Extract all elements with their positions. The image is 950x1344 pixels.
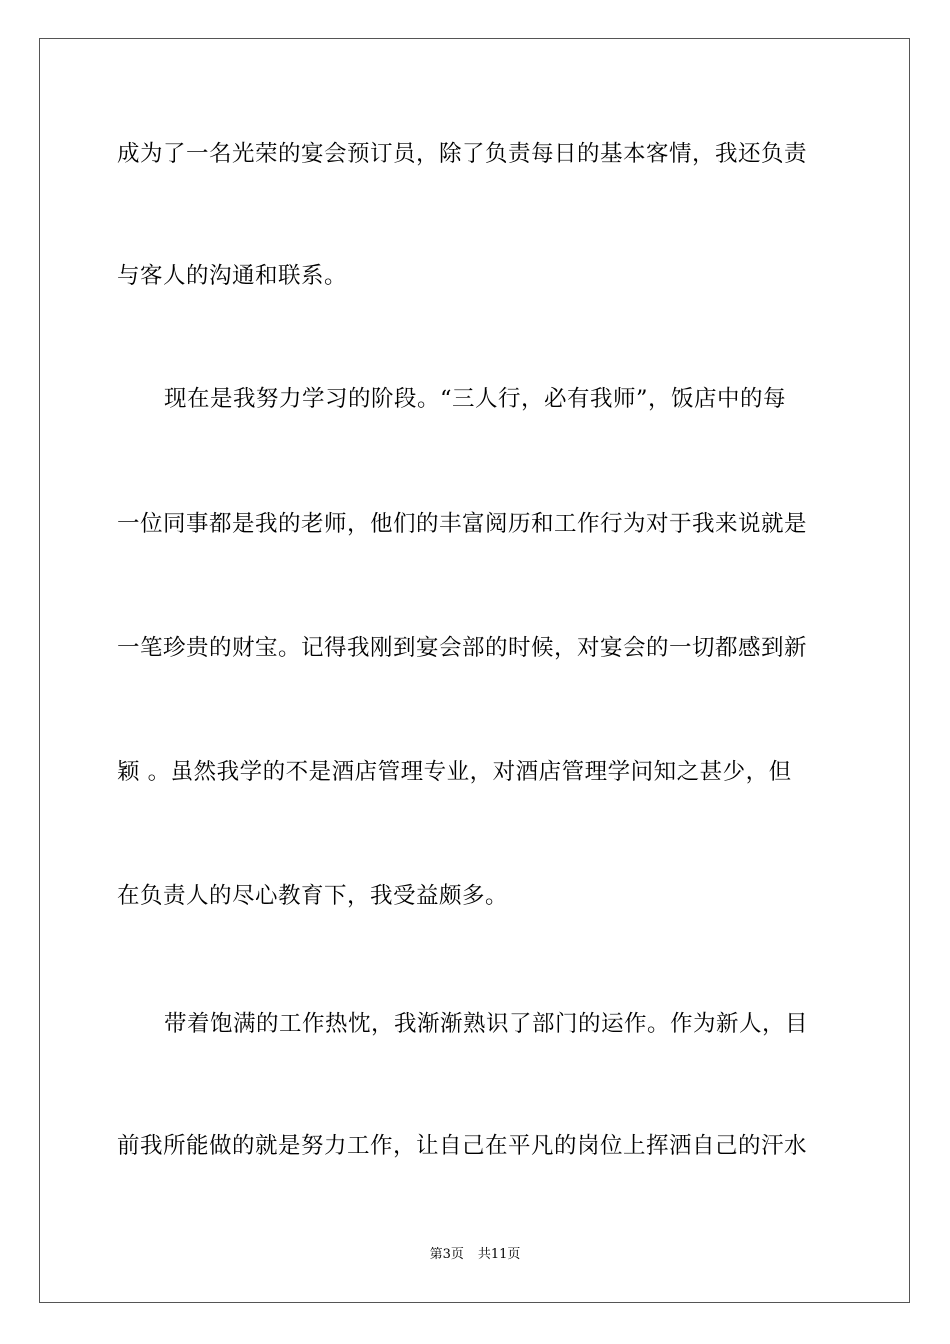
- page-border: [39, 38, 910, 1303]
- text-line-7: 在负责人的尽心教育下，我受益颇多。: [117, 883, 509, 909]
- text-line-2: 与客人的沟通和联系。: [117, 263, 348, 289]
- text-line-1: 成为了一名光荣的宴会预订员，除了负责每日的基本客情，我还负责: [117, 141, 808, 167]
- text-line-5: 一笔珍贵的财宝。记得我刚到宴会部的时候，对宴会的一切都感到新: [117, 635, 808, 661]
- text-line-9: 前我所能做的就是努力工作，让自己在平凡的岗位上挥洒自己的汗水: [117, 1133, 808, 1159]
- page-number: 第3页: [429, 1247, 464, 1262]
- text-line-8: 带着饱满的工作热忱，我渐渐熟识了部门的运作。作为新人，目: [164, 1011, 809, 1037]
- text-line-3: 现在是我努力学习的阶段。“三人行，必有我师”，饭店中的每: [164, 386, 787, 412]
- text-line-6: 颖 。虽然我学的不是酒店管理专业，对酒店管理学问知之甚少，但: [117, 759, 792, 785]
- page-footer: [0, 1247, 950, 1263]
- text-line-4: 一位同事都是我的老师，他们的丰富阅历和工作行为对于我来说就是: [117, 511, 808, 537]
- page-total: 共11页: [477, 1247, 521, 1262]
